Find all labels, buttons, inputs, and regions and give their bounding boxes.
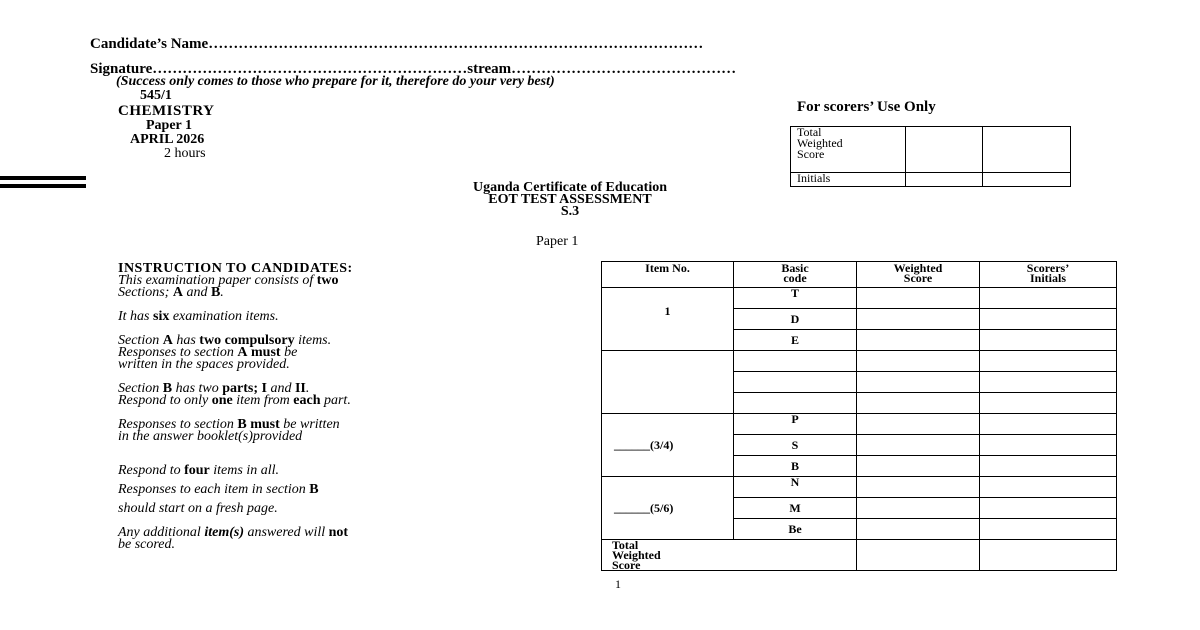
- code-cell: T: [734, 288, 857, 309]
- initials-cell[interactable]: [980, 288, 1117, 309]
- initials-cell[interactable]: [980, 372, 1117, 393]
- initials-cell[interactable]: [980, 309, 1117, 330]
- initials-cell[interactable]: [906, 173, 983, 187]
- instructions-title: INSTRUCTION TO CANDIDATES:: [118, 261, 353, 276]
- item-2: [602, 351, 734, 414]
- score-cell[interactable]: [857, 456, 980, 477]
- page-number: 1: [615, 577, 621, 591]
- instructions: INSTRUCTION TO CANDIDATES: This examination paper consists of two Sections; A and B. It has six examination items. Section A has two compulsory items. Responses to section A must be written in the spaces provided. Section B has two parts; I and II. Respond to only one item from each part. Responses to section B must be written in the answer booklet(s)provided Respond to four items in all. Responses to each item in section B should start on a fresh page. Any additional item(s) answered will not be scored.: [118, 263, 578, 551]
- code-cell: N: [734, 477, 857, 498]
- code-cell: [734, 393, 857, 414]
- initials-cell[interactable]: [980, 393, 1117, 414]
- instruction-5: Responses to section B must be written: [118, 417, 340, 432]
- score-cell[interactable]: [857, 393, 980, 414]
- header-item-no: Item No.: [602, 262, 734, 288]
- total-weighted-score-label: Total Weighted Score: [602, 540, 857, 571]
- score-cell[interactable]: [857, 372, 980, 393]
- initials-cell[interactable]: [980, 351, 1117, 372]
- code-cell: [734, 351, 857, 372]
- code-cell: Be: [734, 519, 857, 540]
- code-cell: P: [734, 414, 857, 435]
- total-weighted-score-label: Total Weighted Score: [791, 127, 906, 173]
- initials-cell[interactable]: [980, 330, 1117, 351]
- initials-cell[interactable]: [983, 173, 1071, 187]
- item-score-table: [601, 261, 1117, 571]
- instruction-7: Responses to each item in section B: [118, 482, 319, 497]
- item-3-4[interactable]: ______(3/4): [602, 414, 734, 477]
- score-cell[interactable]: [906, 127, 983, 173]
- code-cell: B: [734, 456, 857, 477]
- initials-cell[interactable]: [980, 519, 1117, 540]
- header-basic-code: Basic code: [734, 262, 857, 288]
- instruction-6: Respond to four items in all.: [118, 463, 280, 478]
- exam-duration: 2 hours: [164, 146, 206, 161]
- initials-cell[interactable]: [980, 435, 1117, 456]
- item-5-6[interactable]: ______(5/6): [602, 477, 734, 540]
- signature-stream-line: Signature………………………………………………………stream………………………………………: [90, 61, 737, 77]
- initials-cell[interactable]: [980, 477, 1117, 498]
- initials-cell[interactable]: [980, 456, 1117, 477]
- score-cell[interactable]: [857, 498, 980, 519]
- paper-label: Paper 1: [536, 234, 579, 249]
- initials-label: Initials: [791, 173, 906, 187]
- score-cell[interactable]: [983, 127, 1071, 173]
- scorers-heading: For scorers’ Use Only: [797, 99, 936, 115]
- score-cell[interactable]: [857, 309, 980, 330]
- score-cell[interactable]: [857, 288, 980, 309]
- instruction-3: Section A has two compulsory items.: [118, 333, 332, 348]
- score-cell[interactable]: [857, 351, 980, 372]
- score-cell[interactable]: [857, 519, 980, 540]
- initials-cell[interactable]: [980, 414, 1117, 435]
- exam-code: 545/1: [140, 88, 172, 103]
- score-cell[interactable]: [857, 435, 980, 456]
- exam-subject: CHEMISTRY: [118, 103, 215, 119]
- header-scorers-initials: Scorers’ Initials: [980, 262, 1117, 288]
- item-1: 1: [602, 288, 734, 351]
- header-weighted-score: Weighted Score: [857, 262, 980, 288]
- instruction-1: This examination paper consists of two: [118, 273, 339, 288]
- code-cell: E: [734, 330, 857, 351]
- initials-cell[interactable]: [980, 498, 1117, 519]
- total-initials-cell[interactable]: [980, 540, 1117, 571]
- scorers-use-table: [790, 126, 1071, 187]
- instruction-8: Any additional item(s) answered will not: [118, 525, 349, 540]
- code-cell: [734, 372, 857, 393]
- candidate-name-line: Candidate’s Name………………………………………………………………………………………: [90, 36, 704, 52]
- exam-date: APRIL 2026: [130, 132, 205, 147]
- exam-board-title: Uganda Certificate of Education EOT TEST ASSESSMENT S.3: [472, 180, 668, 219]
- exam-paper: Paper 1: [146, 118, 193, 133]
- code-cell: S: [734, 435, 857, 456]
- code-cell: M: [734, 498, 857, 519]
- instruction-4: Section B has two parts; I and II.: [118, 381, 310, 396]
- motto: (Success only comes to those who prepare for it, therefore do your very best): [116, 74, 555, 89]
- code-cell: D: [734, 309, 857, 330]
- instruction-2: It has six examination items.: [118, 309, 279, 324]
- score-cell[interactable]: [857, 477, 980, 498]
- total-score-cell[interactable]: [857, 540, 980, 571]
- decorative-bars: [0, 176, 86, 192]
- score-cell[interactable]: [857, 414, 980, 435]
- score-cell[interactable]: [857, 330, 980, 351]
